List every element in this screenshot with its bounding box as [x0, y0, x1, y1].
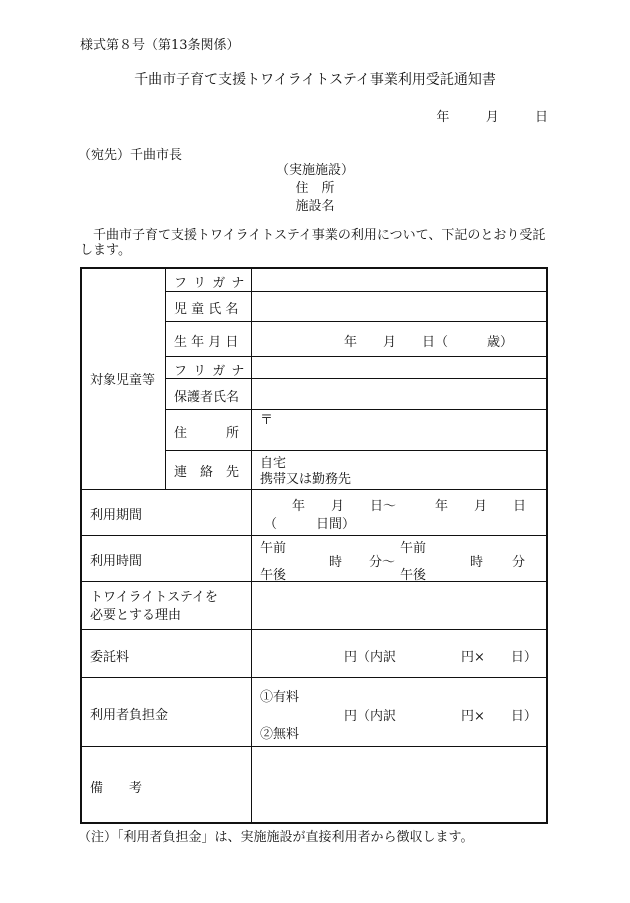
burden-free: ②無料 [260, 727, 300, 742]
birth-date-label: 生 年 月 日 [174, 335, 239, 350]
facility-heading: （実施施設） [275, 163, 354, 178]
date-month: 月 [485, 110, 499, 125]
time-hour-start: 時 [329, 555, 343, 570]
burden-value: 円（内訳 円× 日） [344, 709, 537, 724]
reason-label: トワイライトステイを 必要とする理由 [90, 590, 218, 623]
postal-mark: 〒 [260, 413, 274, 428]
period-value: 年 月 日～ 年 月 日 [292, 499, 527, 514]
notice-table [80, 267, 548, 824]
fee-label: 委託料 [90, 650, 130, 665]
guardian-furigana-label: フ リ ガ ナ [174, 364, 246, 379]
time-minute-start: 分～ [369, 555, 396, 570]
time-am-start: 午前 [260, 541, 287, 556]
time-pm-start: 午後 [260, 568, 287, 583]
burden-label: 利用者負担金 [90, 708, 169, 723]
issue-date [436, 106, 548, 125]
facility-name-label: 施設名 [295, 199, 335, 214]
remarks-label: 備 考 [90, 781, 143, 796]
burden-paid: ①有料 [260, 690, 300, 705]
time-minute-end: 分 [512, 555, 526, 570]
fee-value: 円（内訳 円× 日） [344, 650, 537, 665]
birth-date-value: 年 月 日（ 歳） [344, 335, 514, 350]
date-day: 日 [534, 110, 548, 125]
child-furigana-label: フ リ ガ ナ [174, 276, 246, 291]
address-label: 住 所 [174, 426, 240, 441]
time-label: 利用時間 [90, 554, 143, 569]
contact-home: 自宅 [260, 456, 287, 471]
form-number: 様式第８号（第13条関係） [80, 38, 240, 53]
contact-mobile: 携帯又は勤務先 [260, 472, 352, 487]
facility-address-label: 住 所 [295, 181, 335, 196]
intro-text: 千曲市子育て支援トワイライトステイ事業の利用について、下記のとおり受託します。 [80, 228, 546, 258]
document-title: 千曲市子育て支援トワイライトステイ事業利用受託通知書 [134, 72, 496, 88]
footnote: （注）「利用者負担金」は、実施施設が直接利用者から徴収します。 [78, 830, 474, 845]
period-label: 利用期間 [90, 508, 143, 523]
target-group-label: 対象児童等 [90, 373, 156, 388]
time-hour-end: 時 [470, 555, 484, 570]
time-pm-end: 午後 [400, 568, 427, 583]
period-days: （ 日間） [264, 517, 356, 532]
facility-block [0, 162, 630, 216]
addressee: （宛先）千曲市長 [78, 148, 183, 163]
guardian-name-label: 保護者氏名 [174, 390, 240, 405]
date-year: 年 [436, 110, 450, 125]
time-am-end: 午前 [400, 541, 427, 556]
child-name-label: 児 童 氏 名 [174, 302, 239, 317]
contact-label: 連 絡 先 [174, 465, 240, 480]
